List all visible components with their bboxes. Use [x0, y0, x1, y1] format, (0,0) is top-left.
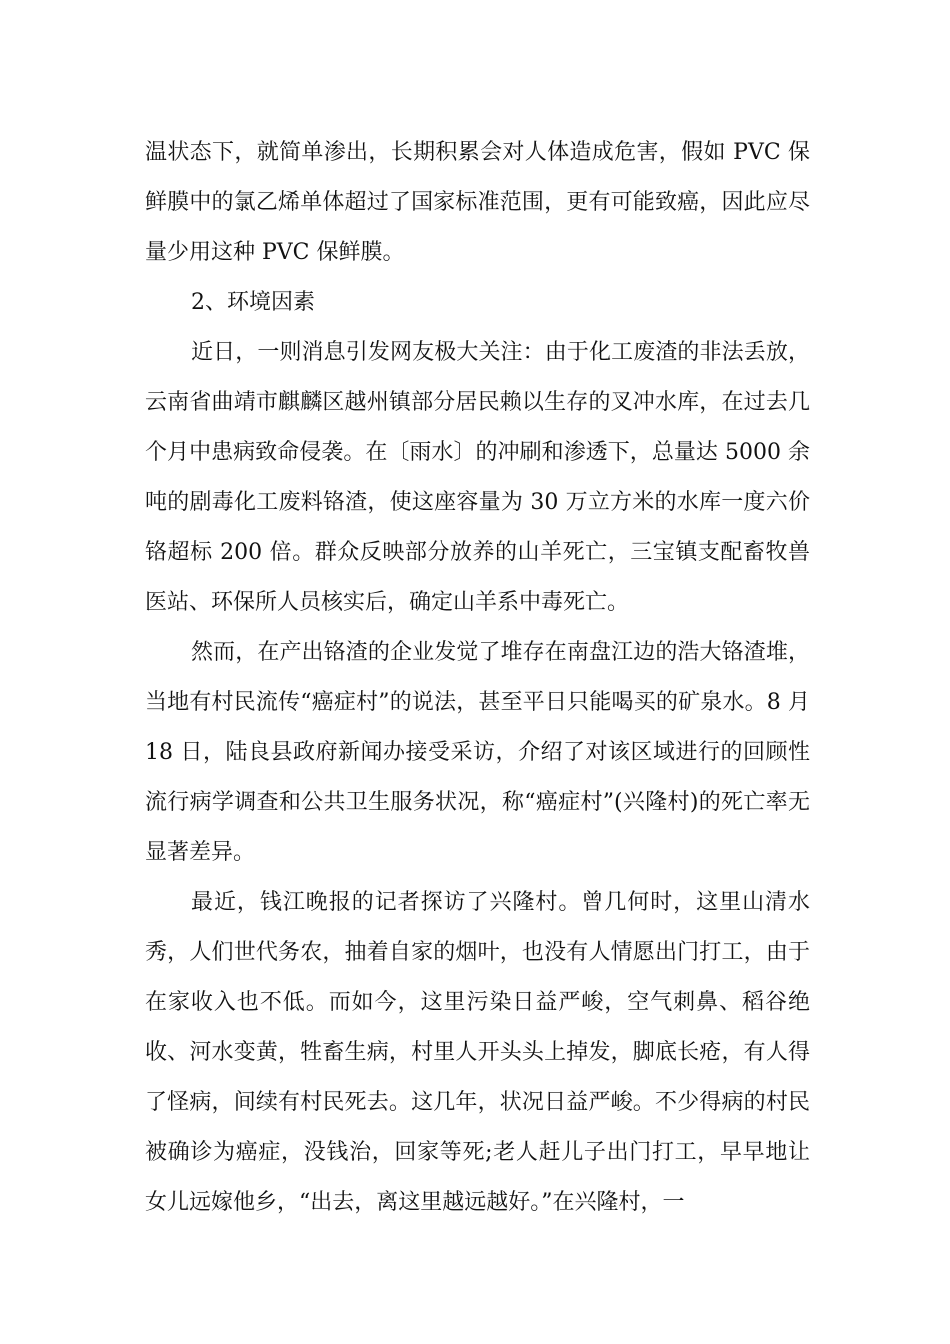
- document-page: [145, 128, 810, 1228]
- paragraph-body: 最近，钱江晚报的记者探访了兴隆村。曾几何时，这里山清水秀，人们世代务农，抽着自家的烟叶，也没有人情愿出门打工，由于在家收入也不低。而如今，这里污染日益严峻，空气刺鼻、稻谷绝收、河水变黄，牲畜生病，村里人开头头上掉发，脚底长疮，有人得了怪病，间续有村民死去。这几年，状况日益严峻。不少得病的村民被确诊为癌症，没钱治，回家等死;老人赶儿子出门打工，早早地让女儿远嫁他乡，“出去，离这里越远越好。”在兴隆村，一: [145, 890, 810, 1215]
- paragraph-body: 近日，一则消息引发网友极大关注：由于化工废渣的非法丢放，云南省曲靖市麒麟区越州镇部分居民赖以生存的叉冲水库，在过去几个月中患病致命侵袭。在〔雨水〕的冲刷和渗透下，总量达 5000 余吨的剧毒化工废料铬渣，使这座容量为 30 万立方米的水库一度六价铬超标 200 倍。群众反映部分放养的山羊死亡，三宝镇支配畜牧兽医站、环保所人员核实后，确定山羊系中毒死亡。: [145, 340, 810, 615]
- section-heading: 2、环境因素: [191, 290, 315, 315]
- paragraph-continuation: 温状态下，就简单渗出，长期积累会对人体造成危害，假如 PVC 保鲜膜中的氯乙烯单体超过了国家标准范围，更有可能致癌，因此应尽量少用这种 PVC 保鲜膜。: [145, 140, 810, 265]
- paragraph-body: 然而，在产出铬渣的企业发觉了堆存在南盘江边的浩大铬渣堆，当地有村民流传“癌症村”的说法，甚至平日只能喝买的矿泉水。8 月 18 日，陆良县政府新闻办接受采访，介绍了对该区域进行的回顾性流行病学调查和公共卫生服务状况，称“癌症村”(兴隆村)的死亡率无显著差异。: [145, 640, 810, 865]
